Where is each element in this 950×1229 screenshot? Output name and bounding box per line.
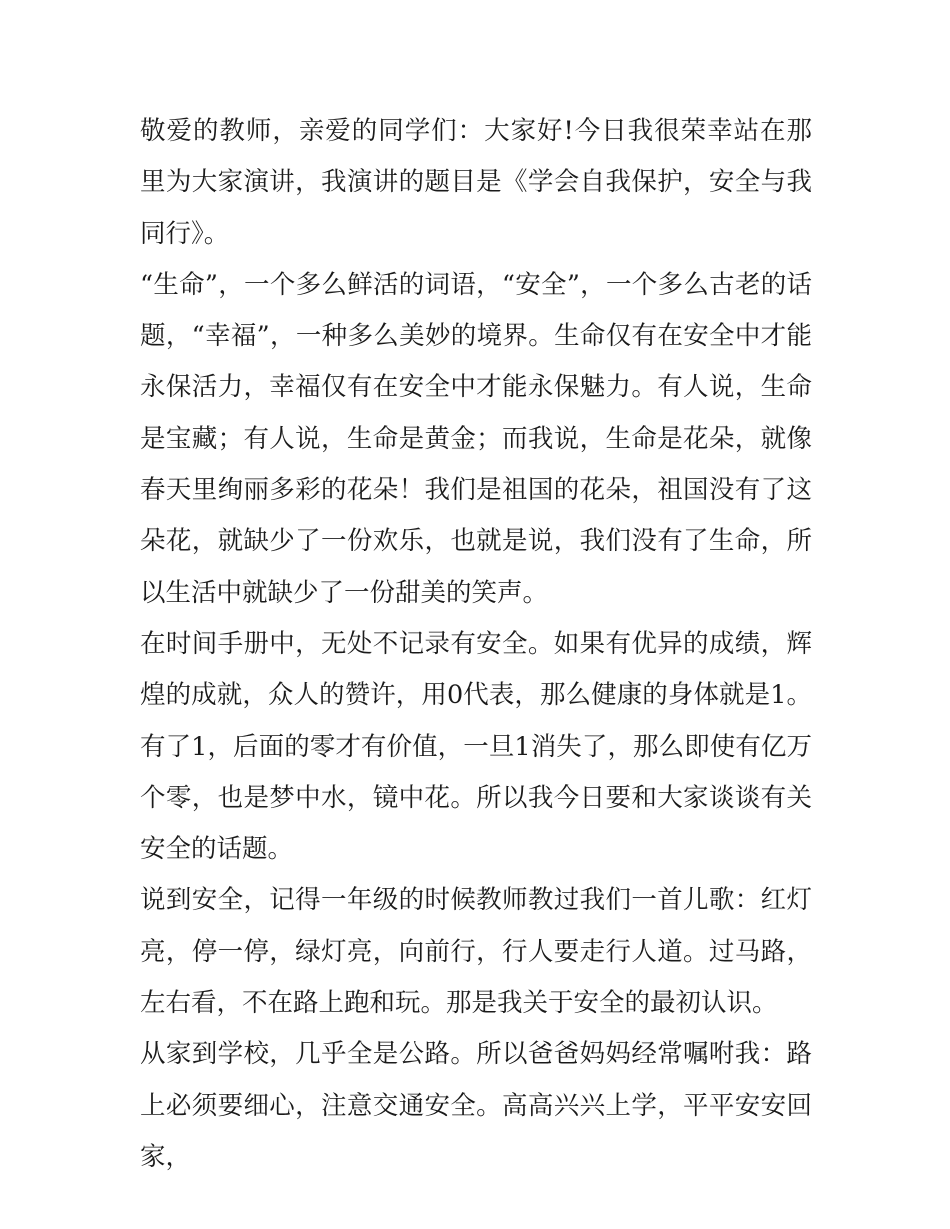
paragraph-childrens-song: 说到安全，记得一年级的时候教师教过我们一首儿歌：红灯亮，停一停，绿灯亮，向前行，行人要走行人道。过马路，左右看，不在路上跑和玩。那是我关于安全的最初认识。 — [140, 885, 812, 1019]
paragraph-opening: 敬爱的教师，亲爱的同学们：大家好!今日我很荣幸站在那里为大家演讲，我演讲的题目是《学会自我保护，安全与我同行》。 — [140, 116, 812, 249]
document-body — [140, 106, 812, 1183]
paragraph-time-handbook: 在时间手册中，无处不记录有安全。如果有优异的成绩，辉煌的成就，众人的赞许，用0代表，那么健康的身体就是1。有了1，后面的零才有价值，一旦1消失了，那么即使有亿万个零，也是梦中水，镜中花。所以我今日要和大家谈谈有关安全的话题。 — [140, 628, 812, 865]
paragraph-life-safety: “生命”，一个多么鲜活的词语，“安全”，一个多么古老的话题，“幸福”，一种多么美妙的境界。生命仅有在安全中才能永保活力，幸福仅有在安全中才能永保魅力。有人说，生命是宝藏；有人说，生命是黄金；而我说，生命是花朵，就像春天里绚丽多彩的花朵！我们是祖国的花朵，祖国没有了这朵花，就缺少了一份欢乐，也就是说，我们没有了生命，所以生活中就缺少了一份甜美的笑声。 — [140, 269, 812, 608]
paragraph-home-to-school: 从家到学校，几乎全是公路。所以爸爸妈妈经常嘱咐我：路上必须要细心，注意交通安全。高高兴兴上学，平平安安回家， — [140, 1039, 812, 1172]
